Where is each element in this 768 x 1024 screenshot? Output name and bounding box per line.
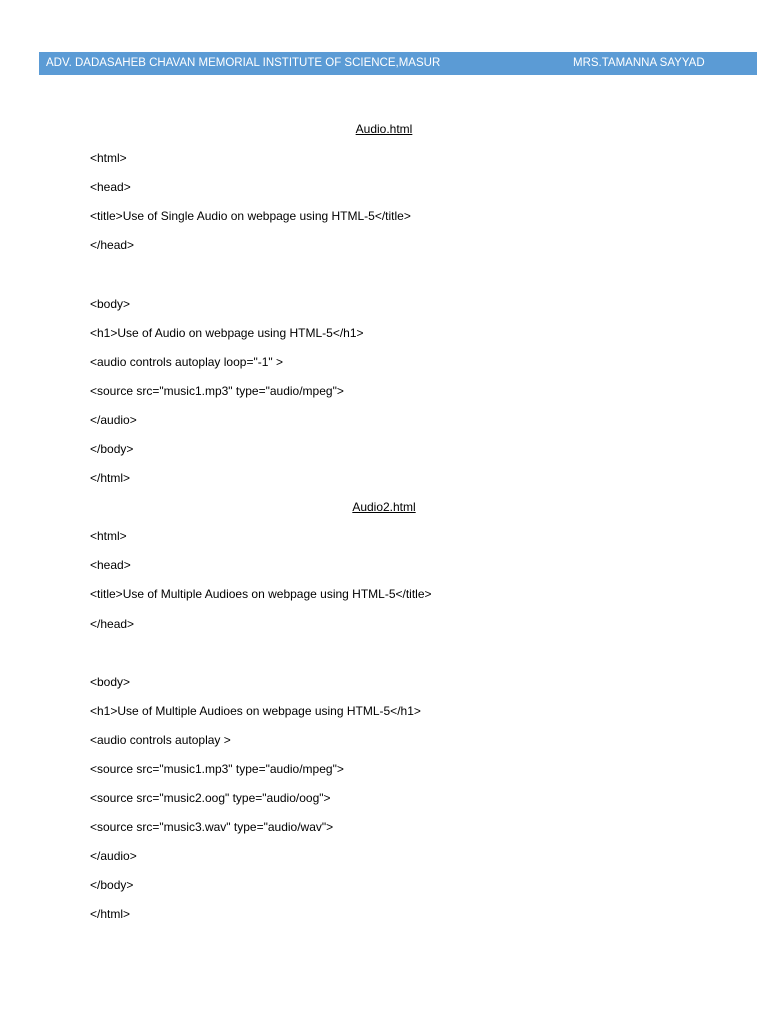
code-line: </head> <box>90 238 135 252</box>
code-line: <source src="music1.mp3" type="audio/mpeg"> <box>90 384 344 398</box>
code-line: <source src="music3.wav" type="audio/wav"> <box>90 820 334 834</box>
code-line: <h1>Use of Audio on webpage using HTML-5</h1> <box>90 326 364 340</box>
code-line: <source src="music2.oog" type="audio/oog"> <box>90 791 331 805</box>
code-line: </audio> <box>90 849 137 863</box>
code-line: <audio controls autoplay loop="-1" > <box>90 355 283 369</box>
page-header <box>39 52 757 75</box>
code-line: <h1>Use of Multiple Audioes on webpage using HTML-5</h1> <box>90 704 421 718</box>
code-line: <body> <box>90 675 131 689</box>
file-heading-audio: Audio.html <box>355 122 413 136</box>
code-line: </audio> <box>90 413 137 427</box>
code-line: </head> <box>90 617 135 631</box>
code-line: <head> <box>90 180 131 194</box>
code-line: <html> <box>90 529 127 543</box>
institute-name: ADV. DADASAHEB CHAVAN MEMORIAL INSTITUTE OF SCIENCE,MASUR <box>46 57 441 69</box>
code-line: </html> <box>90 471 131 485</box>
code-line: <title>Use of Single Audio on webpage using HTML-5</title> <box>90 209 411 223</box>
code-line: </body> <box>90 442 134 456</box>
code-line: <head> <box>90 558 131 572</box>
code-line: <title>Use of Multiple Audioes on webpage using HTML-5</title> <box>90 587 432 601</box>
code-line: </html> <box>90 907 131 921</box>
file-heading-audio2: Audio2.html <box>352 500 416 514</box>
code-line: </body> <box>90 878 134 892</box>
code-line: <html> <box>90 151 127 165</box>
code-line: <source src="music1.mp3" type="audio/mpeg"> <box>90 762 344 776</box>
code-line: <audio controls autoplay > <box>90 733 231 747</box>
code-line: <body> <box>90 297 131 311</box>
author-name: MRS.TAMANNA SAYYAD <box>573 57 705 69</box>
